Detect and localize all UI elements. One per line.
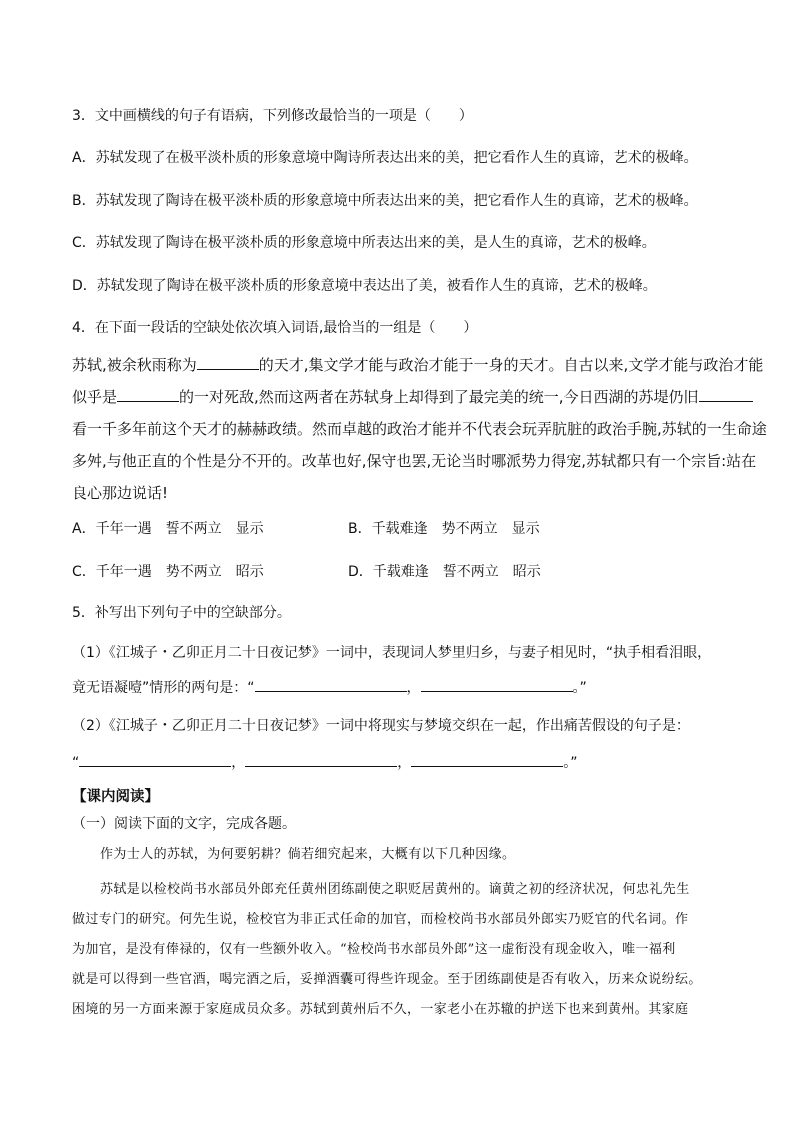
section-heading: 【课内阅读】 [72, 789, 159, 805]
q5-text: 竟无语凝噎”情形的两句是：“ [72, 680, 255, 696]
q4-passage-text: 的天才,集文学才能与政治才能于一身的天才。自古以来,文学才能与政治才能 [258, 356, 764, 374]
q4-option-b: B．千载难逢 势不两立 显示 [348, 521, 540, 537]
q5-part2-line1: （2）《江城子・乙卯正月二十日夜记梦》一词中将现实与梦境交织在一起，作出痛苦假设的句子是： [72, 718, 690, 734]
reading-line: 为加官，是没有俸禄的，仅有一些额外收入。“检校尚书水部员外郎”这一虚衔没有现金收入，唯一福利 [72, 942, 676, 957]
blank-1[interactable] [197, 355, 259, 370]
reading-line: 做过专门的研究。何先生说，检校官为非正式任命的加官，而检校尚书水部员外郎实乃贬官的代名词。作 [72, 912, 689, 927]
q4-passage-line-4: 多舛,与他正直的个性是分不开的。改革也好,保守也罢,无论当时哪派势力得宠,苏轼都只有一个宗旨:站在 [72, 452, 757, 470]
reading-line: 就是可以得到一些官酒，喝完酒之后，妥掸酒囊可得些许现金。至于团练副使是否有收入，历来众说纷纭。 [72, 972, 702, 987]
q4-passage-line-1 [72, 355, 763, 375]
q4-stem: 4．在下面一段话的空缺处依次填入词语,最恰当的一组是（ ） [72, 320, 478, 336]
q5-text: 。” [572, 680, 587, 696]
q5-text: ， [406, 680, 421, 696]
q3-option-a: A．苏轼发现了在极平淡朴质的形象意境中陶诗所表达出来的美，把它看作人生的真谛，艺术的极峰。 [72, 150, 698, 166]
q5-part1-line2 [72, 677, 587, 698]
q5-text: “ [72, 755, 80, 771]
blank-5-3[interactable] [79, 752, 231, 767]
q4-passage-text: 苏轼,被余秋雨称为 [72, 356, 197, 374]
reading-line: 作为士人的苏轼，为何要躬耕？倘若细究起来，大概有以下几种因缘。 [100, 847, 516, 862]
q4-passage-line-3: 看一千多年前这个天才的赫赫政绩。然而卓越的政治才能并不代表会玩弄肮脏的政治手腕,苏轼的一生命途 [72, 420, 767, 438]
q5-part1-line1: （1）《江城子・乙卯正月二十日夜记梦》一词中，表现词人梦里归乡，与妻子相见时，“执手相看泪眼， [72, 645, 712, 661]
q3-option-d: D．苏轼发现了陶诗在极平淡朴质的形象意境中表达出了美，被看作人生的真谛，艺术的极峰。 [72, 278, 657, 294]
q4-passage-line-2 [72, 387, 753, 407]
q5-text: 。” [563, 755, 578, 771]
q4-passage-line-5: 良心那边说话! [72, 484, 169, 502]
q5-text: ， [231, 755, 246, 771]
blank-5-2[interactable] [421, 677, 573, 692]
reading-line: 苏轼是以检校尚书水部员外郎充任黄州团练副使之职贬居黄州的。谪黄之初的经济状况，何忠礼先生 [100, 882, 690, 897]
blank-2[interactable] [117, 387, 179, 402]
q4-option-d: D．千载难逢 誓不两立 昭示 [348, 564, 541, 580]
q4-passage-text: 似乎是 [72, 388, 118, 406]
q4-passage-text: 的一对死敌,然而这两者在苏轼身上却得到了最完美的统一,今日西湖的苏堤仍旧 [179, 388, 699, 406]
blank-3[interactable] [699, 387, 753, 402]
q3-stem: 3．文中画横线的句子有语病，下列修改最恰当的一项是（ ） [72, 108, 473, 124]
q4-option-c: C．千年一遇 势不两立 昭示 [72, 564, 264, 580]
q5-stem: 5．补写出下列句子中的空缺部分。 [72, 605, 291, 621]
q5-part2-line2 [72, 752, 578, 773]
reading-instruction: （一）阅读下面的文字，完成各题。 [72, 816, 296, 832]
q3-option-b: B．苏轼发现了陶诗在极平淡朴质的形象意境中所表达出来的美，把它看作人生的真谛，艺术的极峰。 [72, 193, 698, 209]
q4-option-a: A．千年一遇 誓不两立 显示 [72, 521, 264, 537]
reading-line: 困境的另一方面来源于家庭成员众多。苏轼到黄州后不久，一家老小在苏辙的护送下也来到黄州。其家庭 [72, 1002, 689, 1017]
blank-5-4[interactable] [245, 752, 397, 767]
q5-text: ， [397, 755, 412, 771]
blank-5-1[interactable] [255, 677, 407, 692]
q3-option-c: C．苏轼发现了陶诗在极平淡朴质的形象意境中所表达出来的美，是人生的真谛，艺术的极峰。 [72, 235, 656, 251]
blank-5-5[interactable] [411, 752, 563, 767]
